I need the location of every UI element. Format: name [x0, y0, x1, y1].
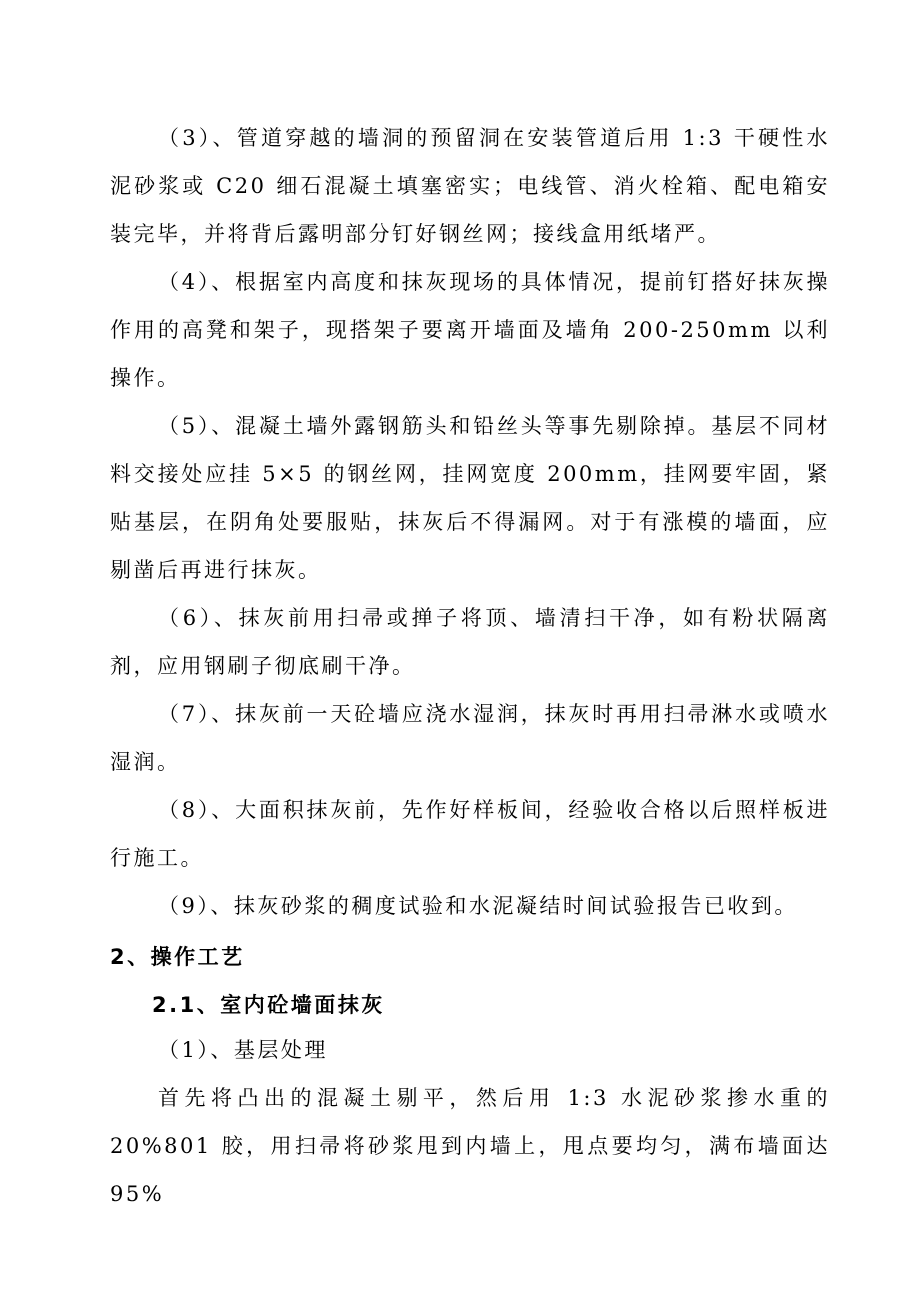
subsection-heading: 2.1、室内砼墙面抹灰	[152, 993, 385, 1017]
subsection-item-title: （1）、基层处理	[158, 1038, 328, 1062]
paragraph-8: （8）、大面积抹灰前，先作好样板间，经验收合格以后照样板进行施工。	[110, 798, 830, 870]
subsection-body: 首先将凸出的混凝土剔平，然后用 1:3 水泥砂浆掺水重的20%801 胶，用扫帚将砂浆甩到内墙上，甩点要均匀，满布墙面达 95%	[110, 1086, 830, 1206]
section-heading: 2、操作工艺	[110, 945, 245, 969]
paragraph-7: （7）、抹灰前一天砼墙应浇水湿润，抹灰时再用扫帚淋水或喷水湿润。	[110, 702, 830, 774]
paragraph-9: （9）、抹灰砂浆的稠度试验和水泥凝结时间试验报告已收到。	[158, 894, 798, 918]
paragraph-3: （3）、管道穿越的墙洞的预留洞在安装管道后用 1:3 干硬性水泥砂浆或 C20 细石混凝土填塞密实；电线管、消火栓箱、配电箱安装完毕，并将背后露明部分钉好钢丝网；接线盒用纸堵严。	[110, 126, 830, 246]
paragraph-4: （4）、根据室内高度和抹灰现场的具体情况，提前钉搭好抹灰操作用的高凳和架子，现搭架子要离开墙面及墙角 200-250mm 以利操作。	[110, 270, 830, 390]
paragraph-6: （6）、抹灰前用扫帚或掸子将顶、墙清扫干净，如有粉状隔离剂，应用钢刷子彻底刷干净。	[110, 606, 830, 678]
paragraph-5: （5）、混凝土墙外露钢筋头和铅丝头等事先剔除掉。基层不同材料交接处应挂 5×5 的钢丝网，挂网宽度 200mm，挂网要牢固，紧贴基层，在阴角处要服贴，抹灰后不得漏网。对于有涨模的墙面，应剔凿后再进行抹灰。	[110, 414, 830, 582]
